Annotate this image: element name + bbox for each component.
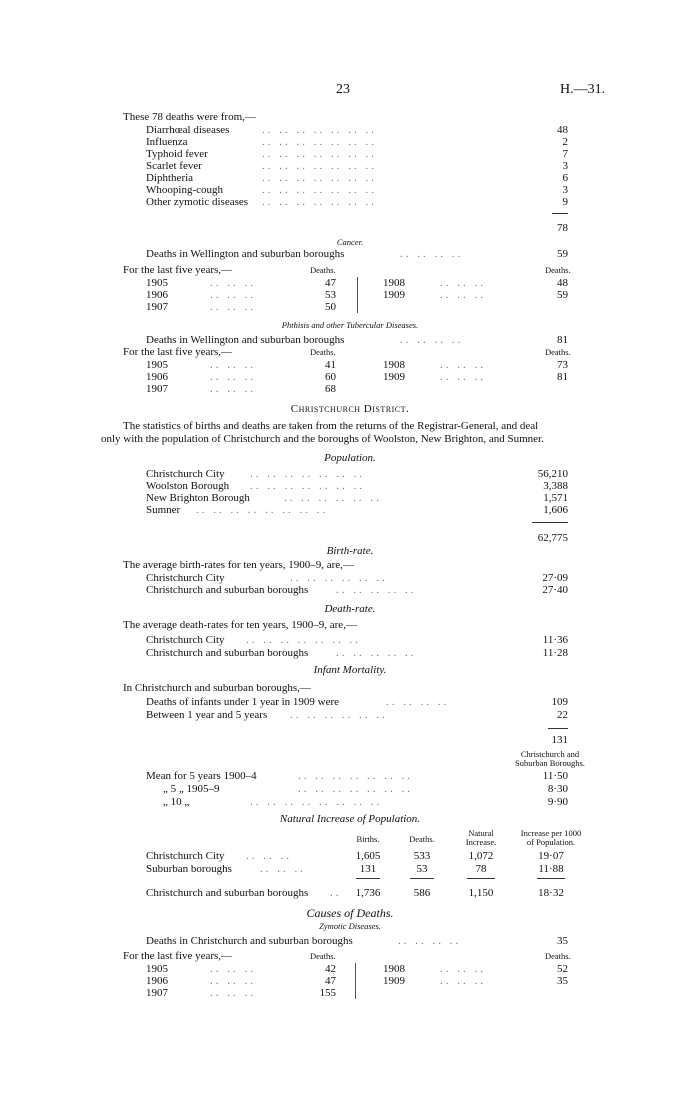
natural-cell: 78 [475,863,487,875]
phthisis-heading: Phthisis and other Tubercular Diseases. [281,320,419,330]
infant-label: Between 1 year and 5 years [146,709,268,721]
list-item-label: Other zymotic diseases [146,196,249,208]
list-item-label: Diarrhœal diseases [146,124,230,136]
deaths-header: Deaths. [409,834,435,844]
intro-text: only with the population of Christchurch and the boroughs of Woolston, New Brighton, and Sumner. [101,433,544,445]
rate-label: Christchurch City [146,572,225,584]
population-label: Sumner [146,504,181,516]
list-item-label: Scarlet fever [146,160,202,172]
year-value: 68 [325,383,336,395]
infant-value: 22 [557,709,568,721]
mean-value: 9·90 [547,796,568,808]
infant-total: 131 [551,734,568,746]
mean-label: Mean for 5 years 1900–4 [146,770,257,782]
column-divider [357,277,358,313]
list-item-value: 3 [562,160,568,172]
rate-value: 11·28 [542,647,568,659]
rate-label: Christchurch and suburban boroughs [146,584,309,596]
natural-cell: 1,150 [468,887,494,899]
list-item-label: Typhoid fever [146,148,208,160]
deaths-cell: 533 [413,850,431,862]
cancer-line: Deaths in Wellington and suburban boroughs [146,248,345,260]
zymotic-subheading: Zymotic Diseases. [319,921,381,931]
list-item-label: Diphtheria [146,172,194,184]
total-rule [356,878,380,879]
year-label: 1909 [383,371,405,383]
year-label: 1905 [146,277,168,289]
natural-cell: 1,072 [468,850,494,862]
deaths-cell: 53 [416,863,428,875]
list-item-value: 9 [562,196,568,208]
births-header: Births. [356,834,380,844]
rate-value: 27·09 [542,572,568,584]
year-label: 1906 [146,371,168,383]
section-title: Christchurch District. [290,403,410,415]
population-value: 1,606 [543,504,568,516]
phthisis-value: 81 [557,334,568,346]
column-divider [355,963,356,999]
rate-value: 27·40 [542,584,568,596]
infant-label: Deaths of infants under 1 year in 1909 were [146,696,340,708]
death-rate-intro: The average death-rates for ten years, 1900–9, are,— [123,619,357,631]
zymotic-total: 78 [557,222,568,234]
population-value: 3,388 [543,480,568,492]
list-item-label: Whooping-cough [146,184,223,196]
population-label: Woolston Borough [146,480,230,492]
deaths-cell: 586 [413,887,431,899]
five-years-label: For the last five years,— [123,264,233,276]
total-rule [548,728,568,729]
list-item-value: 3 [562,184,568,196]
year-label: 1909 [383,289,405,301]
column-header: Christchurch and [520,749,580,759]
per1000-cell: 11·88 [538,863,564,875]
year-label: 1905 [146,963,168,975]
list-item-value: 7 [562,148,568,160]
list-item-value: 48 [557,124,568,136]
deaths-header: Deaths. [545,265,571,275]
population-value: 1,571 [543,492,568,504]
per1000-cell: 18·32 [538,887,564,899]
year-label: 1907 [146,987,168,999]
mean-label: „ 5 „ 1905–9 [163,783,220,795]
rate-value: 11·36 [542,634,568,646]
mean-label: „ 10 „ [163,796,190,808]
infant-value: 109 [551,696,568,708]
natural-increase-heading: Natural Increase of Population. [279,813,421,825]
year-label: 1908 [383,277,405,289]
year-label: 1905 [146,359,168,371]
causes-line: Deaths in Christchurch and suburban boroughs [146,935,353,947]
document-reference: H.—31. [560,82,606,97]
year-label: 1909 [383,975,405,987]
row-label: Christchurch City [146,850,225,862]
year-value: 41 [325,359,336,371]
infant-mortality-heading: Infant Mortality. [313,664,387,676]
page-number: 23 [336,82,350,97]
year-value: 53 [325,289,336,301]
year-value: 48 [557,277,568,289]
intro-text: The statistics of births and deaths are taken from the returns of the Registrar-General, and deal [123,420,539,432]
population-value: 56,210 [537,468,568,480]
rate-label: Christchurch City [146,634,225,646]
births-cell: 131 [359,863,377,875]
year-value: 81 [557,371,568,383]
total-rule [552,213,568,214]
year-value: 73 [557,359,568,371]
zymotic-intro: These 78 deaths were from,— [123,111,256,123]
birth-rate-intro: The average birth-rates for ten years, 1900–9, are,— [123,559,354,571]
year-value: 52 [557,963,568,975]
population-label: Christchurch City [146,468,225,480]
total-rule [410,878,434,879]
year-value: 47 [325,975,336,987]
deaths-header: Deaths. [545,951,571,961]
infant-intro: In Christchurch and suburban boroughs,— [123,682,311,694]
year-value: 60 [325,371,336,383]
population-heading: Population. [324,452,376,464]
birth-rate-heading: Birth-rate. [326,545,374,557]
causes-heading: Causes of Deaths. [306,906,394,920]
natural-header: Increase. [465,837,497,847]
list-item-value: 2 [562,136,568,148]
list-item-value: 6 [562,172,568,184]
population-total: 62,775 [537,532,568,544]
population-label: New Brighton Borough [146,492,250,504]
cancer-heading: Cancer. [336,237,364,247]
deaths-header: Deaths. [310,265,336,275]
per1000-cell: 19·07 [538,850,564,862]
deaths-header: Deaths. [545,347,571,357]
row-label: Christchurch and suburban boroughs [146,887,309,899]
year-label: 1908 [383,359,405,371]
rate-label: Christchurch and suburban boroughs [146,647,309,659]
death-rate-heading: Death-rate. [324,603,376,615]
year-value: 42 [325,963,336,975]
five-years-label: For the last five years,— [123,346,233,358]
per1000-header: of Population. [526,837,576,847]
total-rule [532,522,568,523]
year-value: 35 [557,975,568,987]
list-item-label: Influenza [146,136,188,148]
year-value: 47 [325,277,336,289]
deaths-header: Deaths. [310,951,336,961]
total-rule [537,878,565,879]
year-label: 1906 [146,289,168,301]
mean-value: 8·30 [547,783,568,795]
row-label: Suburban boroughs [146,863,232,875]
year-value: 50 [325,301,336,313]
year-label: 1907 [146,301,168,313]
per1000-header: Increase per 1000 [520,828,582,838]
causes-value: 35 [557,935,568,947]
mean-value: 11·50 [542,770,568,782]
five-years-label: For the last five years,— [123,950,233,962]
deaths-header: Deaths. [310,347,336,357]
total-rule [467,878,495,879]
year-label: 1908 [383,963,405,975]
phthisis-line: Deaths in Wellington and suburban boroughs [146,334,345,346]
year-value: 59 [557,289,568,301]
year-label: 1907 [146,383,168,395]
births-cell: 1,736 [355,887,381,899]
year-label: 1906 [146,975,168,987]
natural-header: Natural [468,828,494,838]
column-header: Suburban Boroughs. [515,758,585,768]
births-cell: 1,605 [355,850,381,862]
year-value: 155 [319,987,336,999]
cancer-value: 59 [557,248,568,260]
